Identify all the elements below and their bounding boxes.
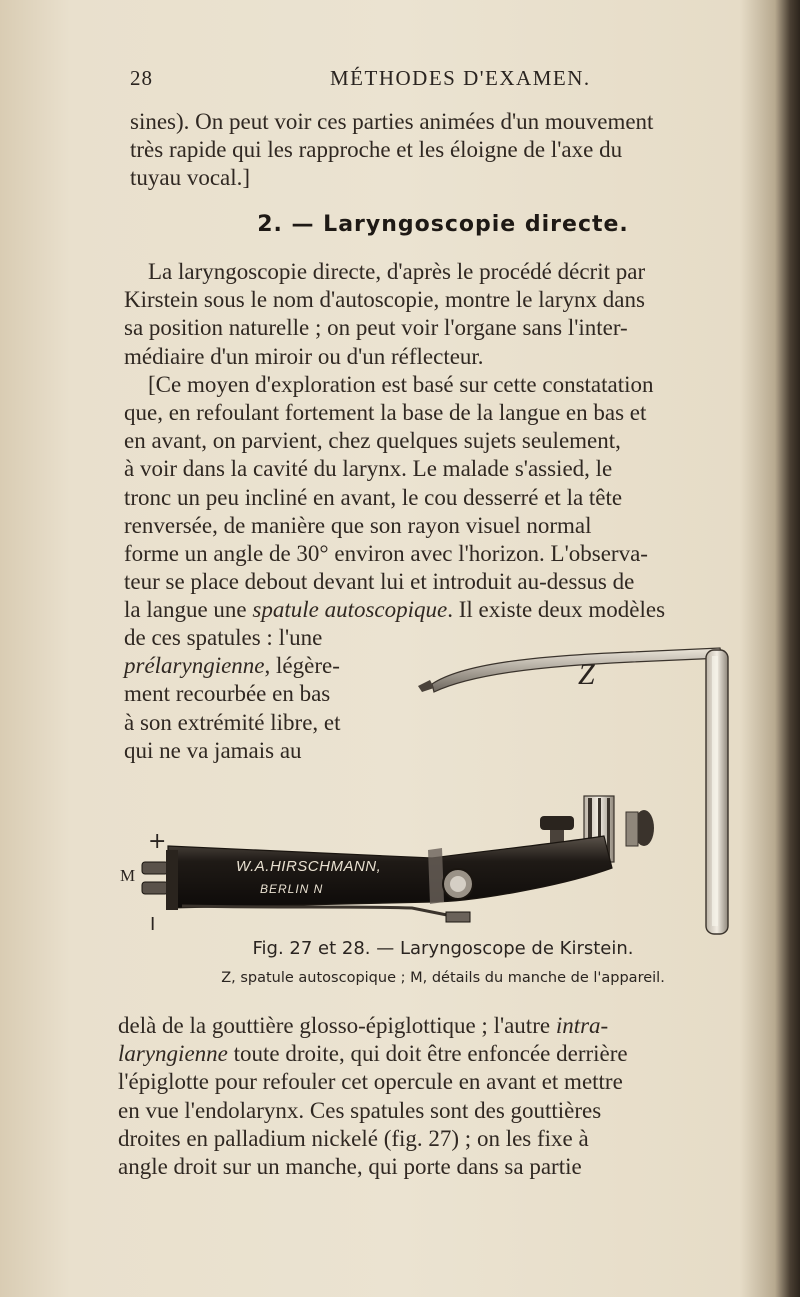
text-line: l'épiglotte pour refouler cet opercule en avant et mettre (118, 1069, 623, 1095)
engraving-line-1: W.A.HIRSCHMANN, (236, 858, 382, 875)
main-paragraphs (124, 258, 756, 625)
figure-label-m: M (120, 866, 136, 885)
italic-term: prélaryngienne (124, 653, 265, 679)
engraving-line-2: BERLIN N (260, 882, 324, 896)
text-line: à voir dans la cavité du larynx. Le malade s'assied, le (124, 456, 613, 482)
figure-subcaption: Z, spatule autoscopique ; M, détails du manche de l'appareil. (221, 970, 665, 986)
page-number: 28 (130, 66, 153, 90)
bottom-paragraph (118, 1012, 752, 1181)
text-line: de ces spatules : l'une (124, 625, 323, 650)
text-line: [Ce moyen d'exploration est basé sur cette constatation (148, 371, 654, 397)
text-line: sa position naturelle ; on peut voir l'organe sans l'inter- (124, 315, 628, 341)
text-line: La laryngoscopie directe, d'après le procédé décrit par (148, 259, 646, 284)
text-line: la langue une spatule autoscopique. Il existe deux modèles (124, 597, 666, 623)
text-line: en avant, on parvient, chez quelques sujets seulement, (124, 428, 621, 454)
text-line: très rapide qui les rapproche et les éloigne de l'axe du (130, 137, 623, 163)
italic-term: spatule autoscopique (252, 597, 448, 623)
text-line: angle droit sur un manche, qui porte dans sa partie (118, 1154, 582, 1180)
text-line: laryngienne toute droite, qui doit être enfoncée derrière (118, 1041, 628, 1067)
italic-term: intra- (555, 1013, 609, 1038)
top-paragraph (130, 108, 756, 193)
laryngoscope-illustration (112, 636, 752, 936)
page-header (130, 66, 760, 96)
text-line: que, en refoulant fortement la base de la langue en bas et (124, 400, 647, 426)
running-head: MÉTHODES D'EXAMEN. (330, 66, 591, 90)
text-line: delà de la gouttière glosso-épiglottique ; l'autre intra- (118, 1013, 609, 1038)
text-line: sines). On peut voir ces parties animées d'un mouvement (130, 109, 654, 134)
spatula-blade (432, 648, 722, 692)
svg-text:I: I (150, 914, 156, 935)
italic-term: laryngienne (118, 1041, 228, 1067)
text-line: renversée, de manière que son rayon visuel normal (124, 512, 592, 538)
figure-caption: Fig. 27 et 28. — Laryngoscope de Kirstein. (252, 938, 634, 959)
text-line: médiaire d'un miroir ou d'un réflecteur. (124, 343, 484, 369)
text-line: forme un angle de 30° environ avec l'horizon. L'observa- (124, 541, 648, 567)
text-line: à son extrémité libre, et (124, 709, 341, 735)
text-line: tronc un peu incliné en avant, le cou desserré et la tête (124, 484, 623, 510)
section-title: 2. — Laryngoscopie directe. (257, 212, 629, 237)
text-line: qui ne va jamais au (124, 737, 302, 763)
text-line: prélaryngienne, légère- (124, 653, 340, 679)
figure-label-z: Z (578, 658, 595, 691)
text-line: droites en palladium nickelé (fig. 27) ; on les fixe à (118, 1125, 589, 1151)
text-line: teur se place debout devant lui et introduit au-dessus de (124, 569, 635, 595)
text-line: ment recourbée en bas (124, 681, 331, 707)
text-line: en vue l'endolarynx. Ces spatules sont des gouttières (118, 1097, 602, 1123)
laryngoscope-handle (168, 836, 612, 908)
top-screw (540, 816, 574, 830)
laryngoscope-figure (112, 636, 752, 936)
svg-text:+: + (148, 829, 167, 854)
text-line: Kirstein sous le nom d'autoscopie, montre le larynx dans (124, 287, 645, 313)
spatula-tip (418, 680, 434, 692)
text-line: tuyau vocal.] (130, 165, 251, 191)
